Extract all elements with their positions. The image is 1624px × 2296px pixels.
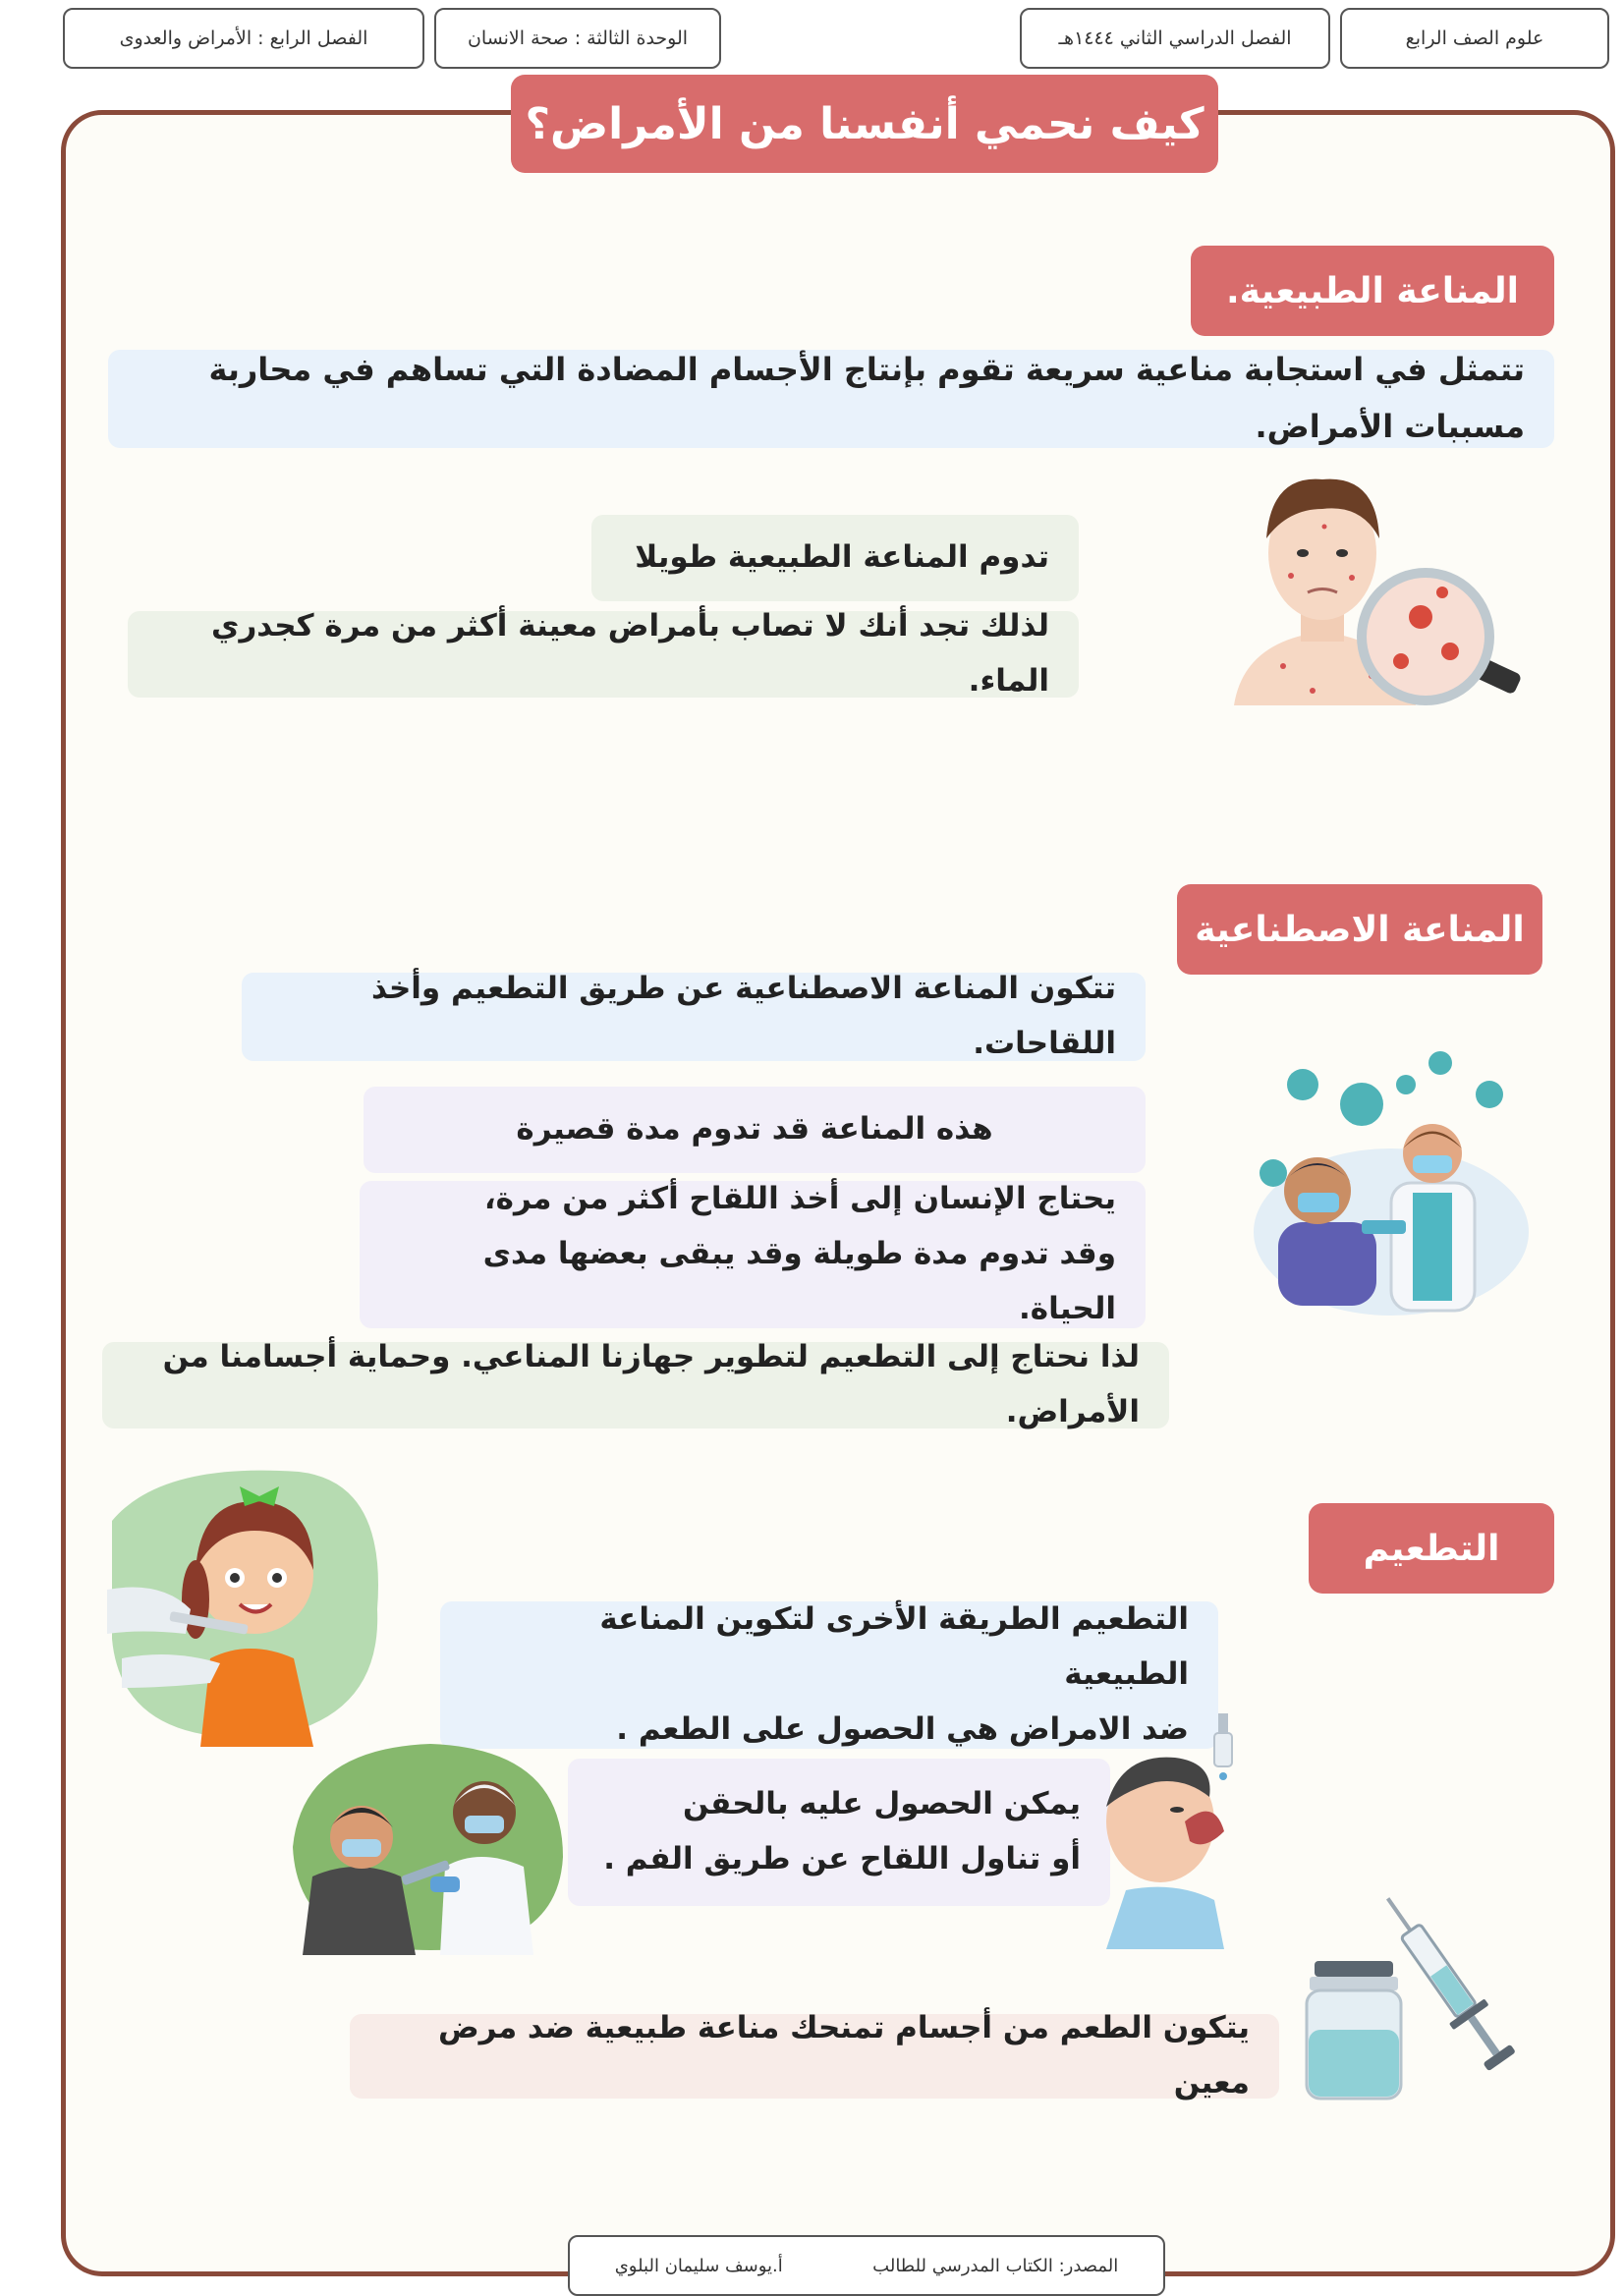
header-subject: علوم الصف الرابع bbox=[1340, 8, 1609, 69]
vaccination-methods bbox=[568, 1759, 1110, 1906]
header-unit: الوحدة الثالثة : صحة الانسان bbox=[434, 8, 721, 69]
chickenpox-boy-illustration bbox=[1195, 470, 1529, 715]
artificial-immunity-definition: تتكون المناعة الاصطناعية عن طريق التطعيم وأخذ اللقاحات. bbox=[242, 973, 1146, 1061]
vial-syringe-illustration bbox=[1295, 1873, 1531, 2108]
footer bbox=[568, 2235, 1165, 2296]
natural-immunity-duration: تدوم المناعة الطبيعية طويلا bbox=[591, 515, 1079, 601]
vaccination-composition: يتكون الطعم من أجسام تمنحك مناعة طبيعية ضد مرض معين bbox=[350, 2014, 1279, 2099]
vaccination-line1: التطعيم الطريقة الأخرى لتكوين المناعة الطبيعية bbox=[599, 1601, 1189, 1693]
vaccination-method2: أو تناول اللقاح عن طريق الفم . bbox=[603, 1841, 1081, 1876]
natural-immunity-heading: المناعة الطبيعية. bbox=[1191, 246, 1554, 336]
artificial-immunity-short: هذه المناعة قد تدوم مدة قصيرة bbox=[364, 1087, 1146, 1173]
footer-source: المصدر: الكتاب المدرسي للطالب bbox=[872, 2255, 1119, 2276]
oral-vaccine-illustration bbox=[1067, 1713, 1263, 1949]
artificial-immunity-heading: المناعة الاصطناعية bbox=[1177, 884, 1542, 975]
footer-author: أ.يوسف سليمان البلوي bbox=[614, 2255, 783, 2276]
header-semester: الفصل الدراسي الثاني ١٤٤٤هـ bbox=[1020, 8, 1330, 69]
vaccination-line2: ضد الامراض هي الحصول على الطعم . bbox=[616, 1710, 1189, 1747]
natural-immunity-definition: تتمثل في استجابة مناعية سريعة تقوم بإنتاج الأجسام المضادة التي تساهم في محاربة مسببات الأمراض. bbox=[108, 350, 1554, 448]
page-title: كيف نحمي أنفسنا من الأمراض؟ bbox=[511, 75, 1218, 173]
artificial-immunity-line1: يحتاج الإنسان إلى أخذ اللقاح أكثر من مرة، bbox=[483, 1181, 1116, 1217]
artificial-immunity-line2: وقد تدوم مدة طويلة وقد يبقى بعضها مدى الحياة. bbox=[482, 1236, 1116, 1326]
natural-immunity-example: لذلك تجد أنك لا تصاب بأمراض معينة أكثر من مرة كجدري الماء. bbox=[128, 611, 1079, 698]
vaccination-heading: التطعيم bbox=[1309, 1503, 1554, 1594]
vaccination-method1: يمكن الحصول عليه بالحقن bbox=[683, 1786, 1081, 1822]
man-vaccination-illustration bbox=[283, 1729, 578, 1955]
doctor-vaccinating-illustration bbox=[1244, 1045, 1529, 1320]
girl-vaccination-illustration bbox=[102, 1462, 387, 1747]
header-chapter: الفصل الرابع : الأمراض والعدوى bbox=[63, 8, 424, 69]
artificial-immunity-long bbox=[360, 1181, 1146, 1328]
artificial-immunity-conclusion: لذا نحتاج إلى التطعيم لتطوير جهازنا المناعي. وحماية أجسامنا من الأمراض. bbox=[102, 1342, 1169, 1428]
